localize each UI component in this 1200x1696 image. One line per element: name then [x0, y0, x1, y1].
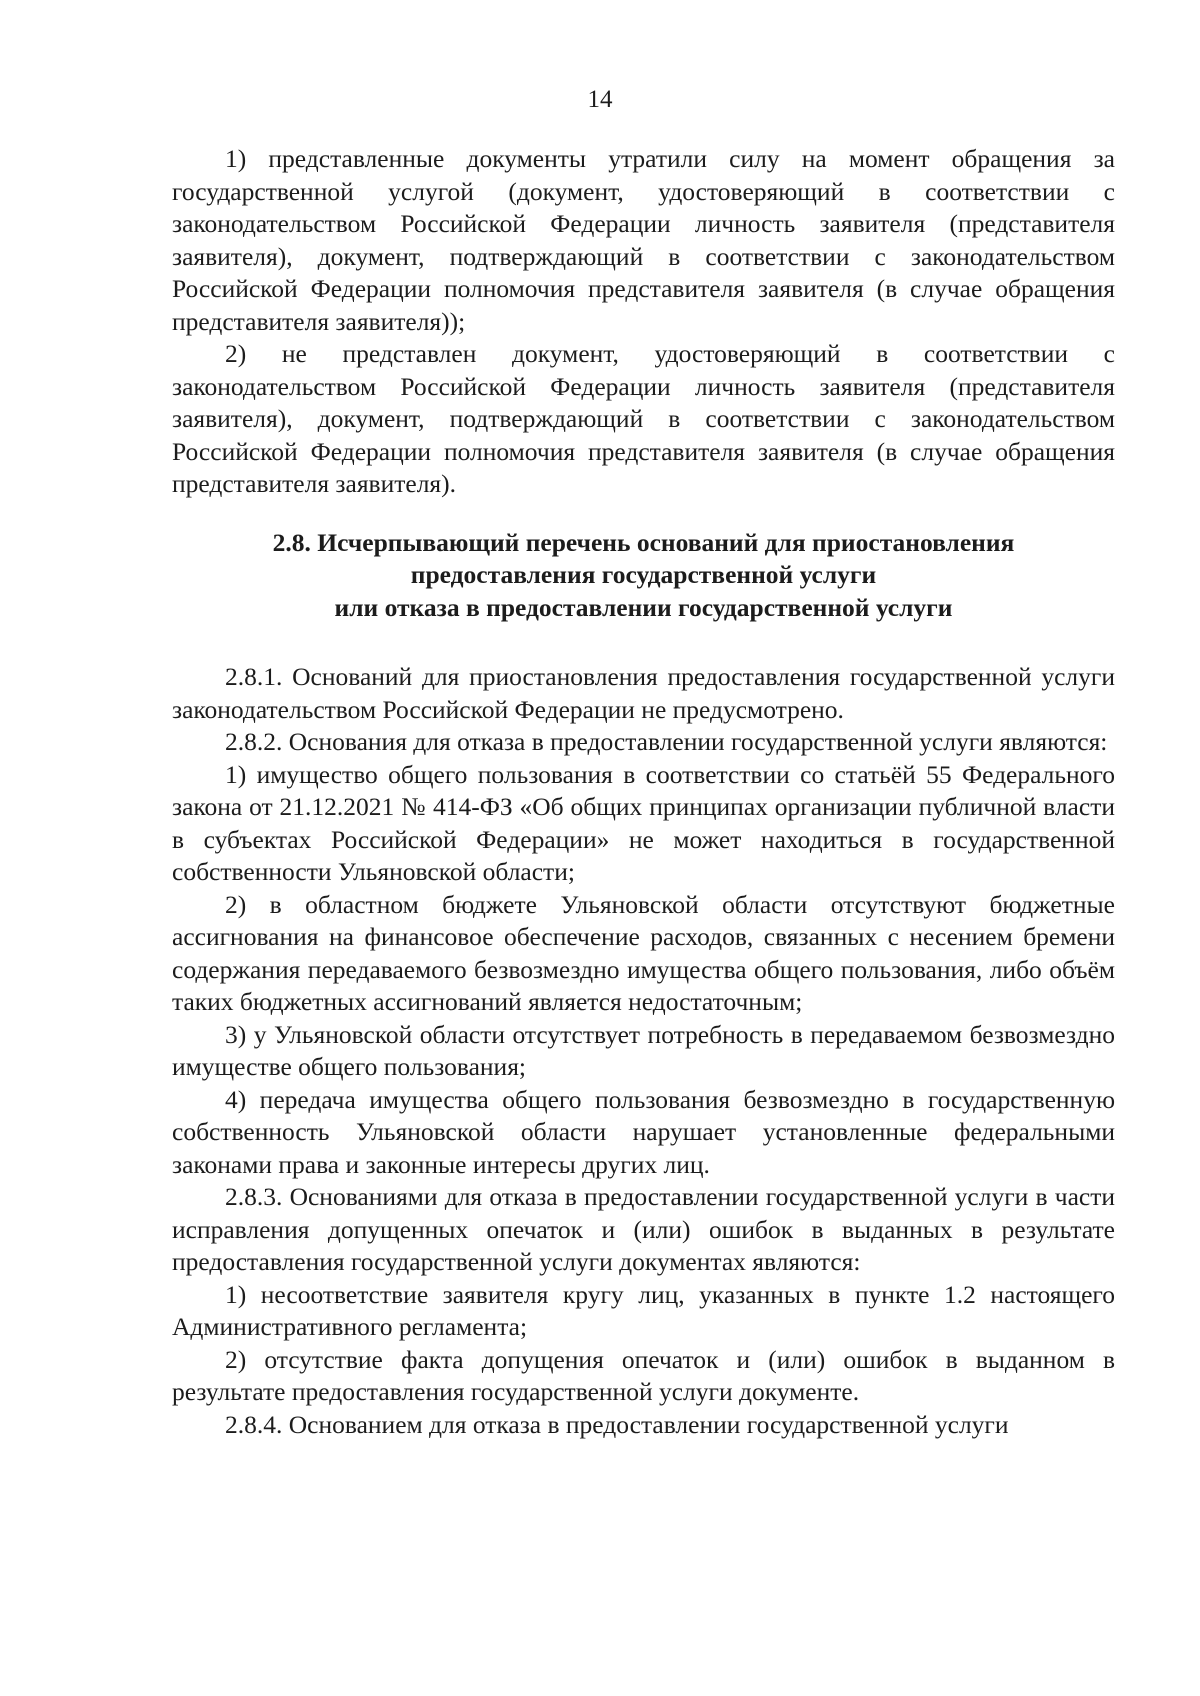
paragraph-item-1-docs-expired: 1) представленные документы утратили силу на момент обращения за государственной услугой (документ, удостоверяющий в соответствии с законодательством Российской Федерации личность заявителя (представителя заявителя), документ, подтверждающий в соответствии с законодательством Российской Федерации полномочия представителя заявителя (в случае обращения представителя заявителя));: [172, 144, 1115, 336]
heading-line-2: предоставления государственной услуги: [410, 560, 877, 589]
paragraph-2-8-3-item-2: 2) отсутствие факта допущения опечаток и (или) ошибок в выданном в результате предоставления государственной услуги документе.: [172, 1344, 1115, 1406]
heading-line-1: 2.8. Исчерпывающий перечень оснований для приостановления: [272, 527, 1015, 557]
paragraph-item-2-doc-not-provided: 2) не представлен документ, удостоверяющий в соответствии с законодательством Российской Федерации личность заявителя (представителя заявителя), документ, подтверждающий в соответствии с законодательством Российской Федерации полномочия представителя заявителя (в случае обращения представителя заявителя).: [172, 339, 1115, 498]
page-number: 14: [587, 86, 613, 113]
paragraph-2-8-2-item-4: 4) передача имущества общего пользования безвозмездно в государственную собственность Ульяновской области нарушает установленные федеральными законами права и законные интересы других лиц.: [172, 1084, 1115, 1179]
paragraph-2-8-3-item-1: 1) несоответствие заявителя кругу лиц, указанных в пункте 1.2 настоящего Административного регламента;: [172, 1279, 1115, 1341]
paragraph-2-8-1: 2.8.1. Оснований для приостановления предоставления государственной услуги законодательством Российской Федерации не предусмотрено.: [172, 662, 1115, 724]
heading-line-3: или отказа в предоставлении государственной услуги: [334, 592, 953, 622]
paragraph-2-8-3: 2.8.3. Основаниями для отказа в предоставлении государственной услуги в части исправления допущенных опечаток и (или) ошибок в выданных в результате предоставления государственной услуги документах являются:: [172, 1182, 1115, 1276]
paragraph-2-8-4: 2.8.4. Основанием для отказа в предоставлении государственной услуги: [225, 1409, 1009, 1439]
document-body: [172, 143, 1115, 1441]
section-heading-2-8: [172, 527, 1115, 625]
paragraph-2-8-2-item-2: 2) в областном бюджете Ульяновской области отсутствуют бюджетные ассигнования на финансовое обеспечение расходов, связанных с несением бремени содержания передаваемого безвозмездно имущества общего пользования, либо объём таких бюджетных ассигнований является недостаточным;: [172, 889, 1115, 1016]
paragraph-2-8-2-item-1: 1) имущество общего пользования в соответствии со статьёй 55 Федерального закона от 21.12.2021 № 414-ФЗ «Об общих принципах организации публичной власти в субъектах Российской Федерации» не может находиться в государственной собственности Ульяновской области;: [172, 759, 1115, 886]
paragraph-2-8-2: 2.8.2. Основания для отказа в предоставлении государственной услуги являются:: [225, 727, 1108, 756]
paragraph-2-8-2-item-3: 3) у Ульяновской области отсутствует потребность в передаваемом безвозмездно имуществе общего пользования;: [172, 1019, 1115, 1081]
